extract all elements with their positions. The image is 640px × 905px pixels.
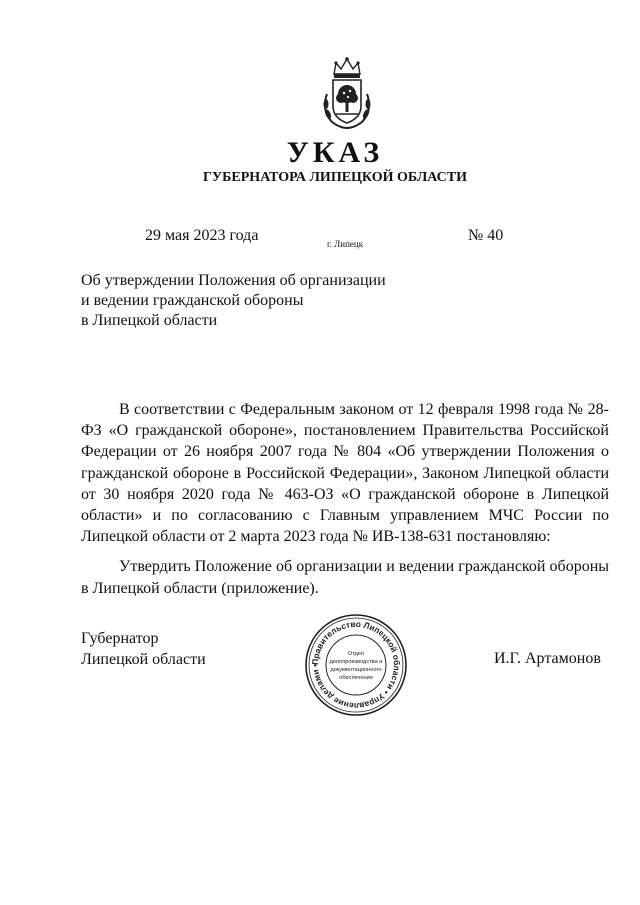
stamp-center-text: документационного: [330, 667, 382, 673]
coat-of-arms-icon: [318, 54, 376, 130]
stamp-center-text: Отдел: [347, 651, 365, 657]
signer-name: И.Г. Артамонов: [494, 650, 601, 667]
stamp-center-text: делопроизводства и: [329, 659, 383, 665]
heading-line: и ведении гражданской обороны: [81, 292, 304, 309]
stamp-ring-text: Правительство Липецкой области • Управление делами •: [309, 618, 403, 712]
official-stamp: [303, 612, 409, 718]
document-city: г. Липецк: [327, 239, 364, 249]
document-issuer: ГУБЕРНАТОРА ЛИПЕЦКОЙ ОБЛАСТИ: [202, 170, 467, 185]
signer-position-line: Губернатор: [81, 630, 159, 647]
body-paragraph: В соответствии с Федеральным законом от 12 февраля 1998 года № 28-ФЗ «О гражданской обороне», постановлением Правительства Российской Федерации от 26 ноября 2007 года № 804 «Об утверждении Положения о гражданской обороне в Российской Федерации», Законом Липецкой области от 30 ноября 2020 года № 463-ОЗ «О гражданской обороне в Липецкой области» и по согласованию с Главным управлением МЧС России по Липецкой области от 2 марта 2023 года № ИВ-138-631 постановляю:: [81, 401, 609, 546]
heading-line: в Липецкой области: [81, 312, 218, 329]
document-number: № 40: [468, 227, 504, 244]
signer-position-line: Липецкой области: [81, 651, 206, 668]
body-paragraph: Утвердить Положение об организации и ведении гражданской обороны в Липецкой области (приложение).: [81, 558, 609, 597]
heading-line: Об утверждении Положения об организации: [81, 272, 386, 289]
document-heading: [81, 271, 411, 331]
document-date: 29 мая 2023 года: [145, 227, 259, 244]
signer-position: [81, 628, 206, 670]
stamp-center-text: обеспечения: [339, 675, 373, 681]
document-title: УКАЗ: [286, 136, 384, 169]
document-body: [81, 399, 609, 599]
